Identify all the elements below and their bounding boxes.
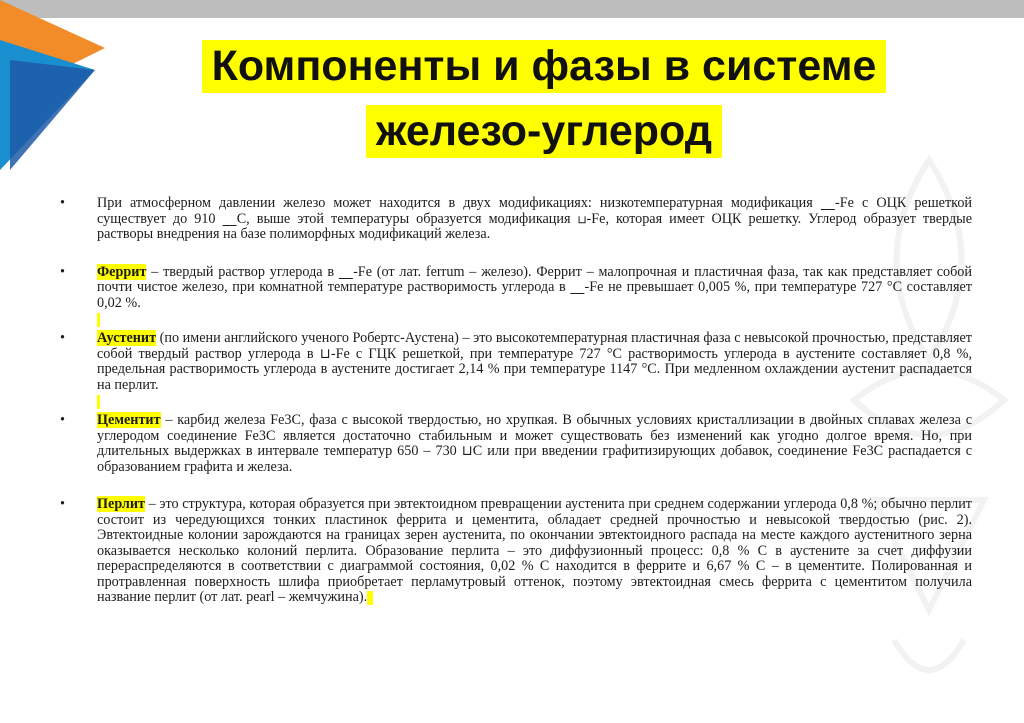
term-ferrite: Феррит bbox=[97, 263, 147, 280]
term-austenite: Аустенит bbox=[97, 330, 157, 346]
term-pearlite: Перлит bbox=[97, 496, 145, 512]
list-item-ferrite bbox=[60, 265, 972, 312]
bullet: • bbox=[60, 195, 65, 211]
title-line-2: железо-углерод bbox=[366, 105, 722, 158]
item-text: – твердый раствор углерода в ⎽-Fe (от лат. ferrum – железо). Феррит – малопрочная и пластичная фаза, так как представляет собой почти чистое железо, при комнатной температуре растворимость углерода в ⎽-Fe не превышает 0,005 %, при температуре 727 °С составляет 0,02 %. bbox=[97, 263, 972, 311]
list-item-pearlite bbox=[60, 497, 972, 606]
item-text: – это структура, которая образуется при эвтектоидном превращении аустенита при среднем содержании углерода 0,8 %; обычно перлит состоит из чередующихся тонких пластинок феррита и цементита, обладает средней прочностью и невысокой твердостью (рис. 2). Эвтектоидные колонии зарождаются на границах зерен аустенита, по окончании эвтектоидного распада на месте каждого аустенитного зерна оказывается несколько колоний перлита. Образование перлита – это диффузионный процесс: 0,8 % С в аустените за счет диффузии перераспределяются в соответствии с диаграммой состояния, 0,02 % С находится в феррите и 6,67 % С – в цементите. Полированная и протравленная поверхность шлифа приобретает перламутровый оттенок, поэтому эвтектоидная смесь феррита с цементитом получила название перлит (от лат. pearl – жемчужина). bbox=[97, 496, 972, 605]
list-item-austenite bbox=[60, 331, 972, 393]
item-text: (по имени английского ученого Робертс-Аустена) – это высокотемпературная пластичная фаза с невысокой прочностью, представляет собой твердый раствор углерода в ⊔-Fe с ГЦК решеткой, при температуре 727 °С растворимость углерода в аустените составляет 0,8 %, предельная растворимость углерода в аустените достигает 2,14 % при температуре 1147 °С. При медленном охлаждении аустенит распадается на перлит. bbox=[97, 330, 972, 393]
highlight-mark bbox=[367, 591, 373, 605]
highlight-mark bbox=[97, 395, 100, 409]
bullet: • bbox=[60, 412, 65, 428]
logo-icon bbox=[0, 0, 110, 175]
bullet: • bbox=[60, 263, 65, 280]
highlight-mark bbox=[97, 313, 100, 327]
title-line-1: Компоненты и фазы в системе bbox=[202, 40, 887, 93]
item-text: При атмосферном давлении железо может находится в двух модификациях: низкотемпературная модификация ⎽-Fe с ОЦК решеткой существует до 910 ⎽С, выше этой температуры образуется модификация ⊔-Fe, которая имеет ОЦК решетку. Углерод образует твердые растворы внедрения на базе полиморфных модификаций железа. bbox=[97, 195, 972, 242]
content-list bbox=[60, 196, 972, 606]
item-text: – карбид железа Fe3C, фаза с высокой твердостью, но хрупкая. В обычных условиях кристаллизации в двойных сплавах железа с углеродом соединение Fe3C является достаточно стабильным и может существовать без изменений как угодно долгое время. Но, при длительных выдержках в интервале температур 650 – 730 ⊔С или при введении графитизирующих добавок, соединение Fe3C распадается с образованием графита и железа. bbox=[97, 412, 972, 475]
list-item-intro bbox=[60, 196, 972, 243]
list-item-cementite bbox=[60, 413, 972, 475]
term-cementite: Цементит bbox=[97, 412, 161, 428]
bullet: • bbox=[60, 330, 65, 346]
top-band bbox=[0, 0, 1024, 18]
page-title bbox=[172, 40, 916, 158]
bullet: • bbox=[60, 496, 65, 512]
